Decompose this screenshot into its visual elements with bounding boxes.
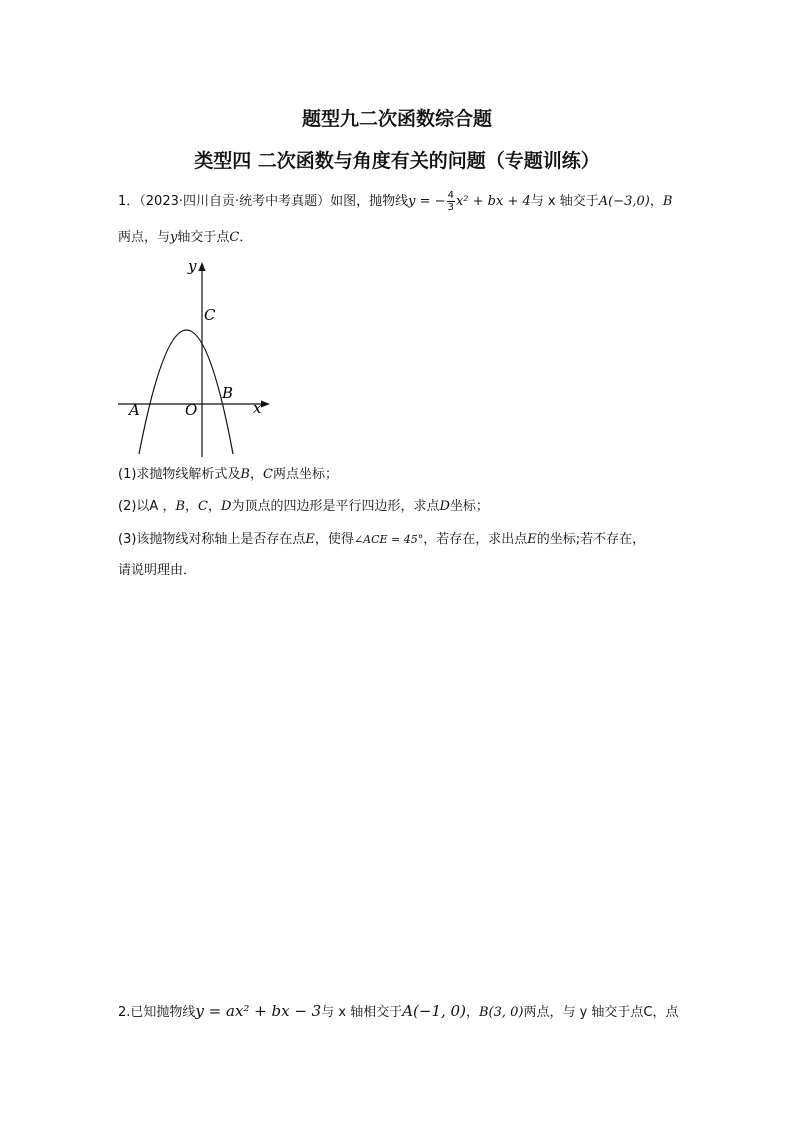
point-b: B xyxy=(240,467,250,482)
axis-label-x: x xyxy=(253,399,262,417)
question-1-part-2 xyxy=(118,497,678,517)
part-text: 为顶点的四边形是平行四边形，求点 xyxy=(231,499,440,514)
point-b: B xyxy=(662,194,673,209)
y-axis-arrow xyxy=(199,262,206,271)
part-text: 两点坐标； xyxy=(272,467,338,482)
question-number: 1． xyxy=(118,194,140,209)
question-1-line-1 xyxy=(118,190,678,213)
question-text: ． xyxy=(239,230,253,245)
equation-fraction xyxy=(447,190,455,213)
equation: y = ax² + bx − 3 xyxy=(195,1002,322,1020)
angle-condition: ∠ACE = 45° xyxy=(353,533,424,546)
question-text: 与 x 轴相交于 xyxy=(321,1005,403,1020)
equation-equals: = − xyxy=(415,194,446,209)
equation-rest: x² + bx + 4 xyxy=(455,194,531,209)
point-c: C xyxy=(263,467,273,482)
part-text: 坐标； xyxy=(449,499,489,514)
question-text: 已知抛物线 xyxy=(130,1005,196,1020)
part-text: ， xyxy=(185,499,199,514)
page-subtitle: 类型四 二次函数与角度有关的问题（专题训练） xyxy=(194,150,600,172)
question-1-part-3-line-2: 请说明理由． xyxy=(118,563,197,578)
point-c: C xyxy=(198,499,208,514)
point-b: B(3, 0) xyxy=(478,1005,524,1020)
part-text: ， xyxy=(207,499,221,514)
label-point-c: C xyxy=(204,306,216,324)
label-point-b: B xyxy=(222,384,234,402)
question-text: ， xyxy=(649,194,663,209)
parabola-figure xyxy=(112,252,276,462)
question-text: 如图，抛物线 xyxy=(330,194,409,209)
point-d: D xyxy=(439,499,450,514)
parabola-curve xyxy=(139,330,233,454)
part-text: (2)以A ， xyxy=(118,499,176,514)
point-b: B xyxy=(175,499,186,514)
point-e: E xyxy=(305,532,315,547)
question-text: 与 x 轴交于 xyxy=(530,194,599,209)
label-origin: O xyxy=(185,401,198,419)
point-d: D xyxy=(221,499,232,514)
question-text: 两点，与 xyxy=(118,230,171,245)
x-axis-arrow xyxy=(261,401,270,408)
part-text: ， xyxy=(249,467,263,482)
label-point-a: A xyxy=(129,401,140,419)
question-1-part-3 xyxy=(118,530,678,550)
question-2-line-1 xyxy=(118,1001,678,1023)
question-1-line-2 xyxy=(118,228,678,248)
point-a: A(−3,0) xyxy=(598,194,650,209)
question-text: 两点，与 y 轴交于点C，点 xyxy=(523,1005,679,1020)
point-c: C xyxy=(229,230,240,245)
part-text: (1)求抛物线解析式及 xyxy=(118,467,241,482)
question-number: 2. xyxy=(118,1005,131,1020)
question-text: 轴交于点 xyxy=(177,230,230,245)
symbol-y: y xyxy=(170,230,178,245)
page-title: 题型九二次函数综合题 xyxy=(301,108,492,130)
fraction-numerator: 4 xyxy=(447,190,454,201)
part-text: 的坐标;若不存在， xyxy=(536,532,646,547)
equation-y: y xyxy=(408,194,416,209)
point-e: E xyxy=(527,532,537,547)
axis-label-y: y xyxy=(188,257,197,275)
question-text: ， xyxy=(465,1005,479,1020)
part-text: ，使得 xyxy=(314,532,354,547)
question-1-part-1 xyxy=(118,465,678,485)
point-a: A(−1, 0) xyxy=(402,1002,466,1020)
question-source: （2023·四川自贡·统考中考真题） xyxy=(139,194,331,209)
part-text: (3)该抛物线对称轴上是否存在点 xyxy=(118,532,306,547)
fraction-denominator: 3 xyxy=(447,202,454,213)
part-text: ，若存在，求出点 xyxy=(423,532,528,547)
